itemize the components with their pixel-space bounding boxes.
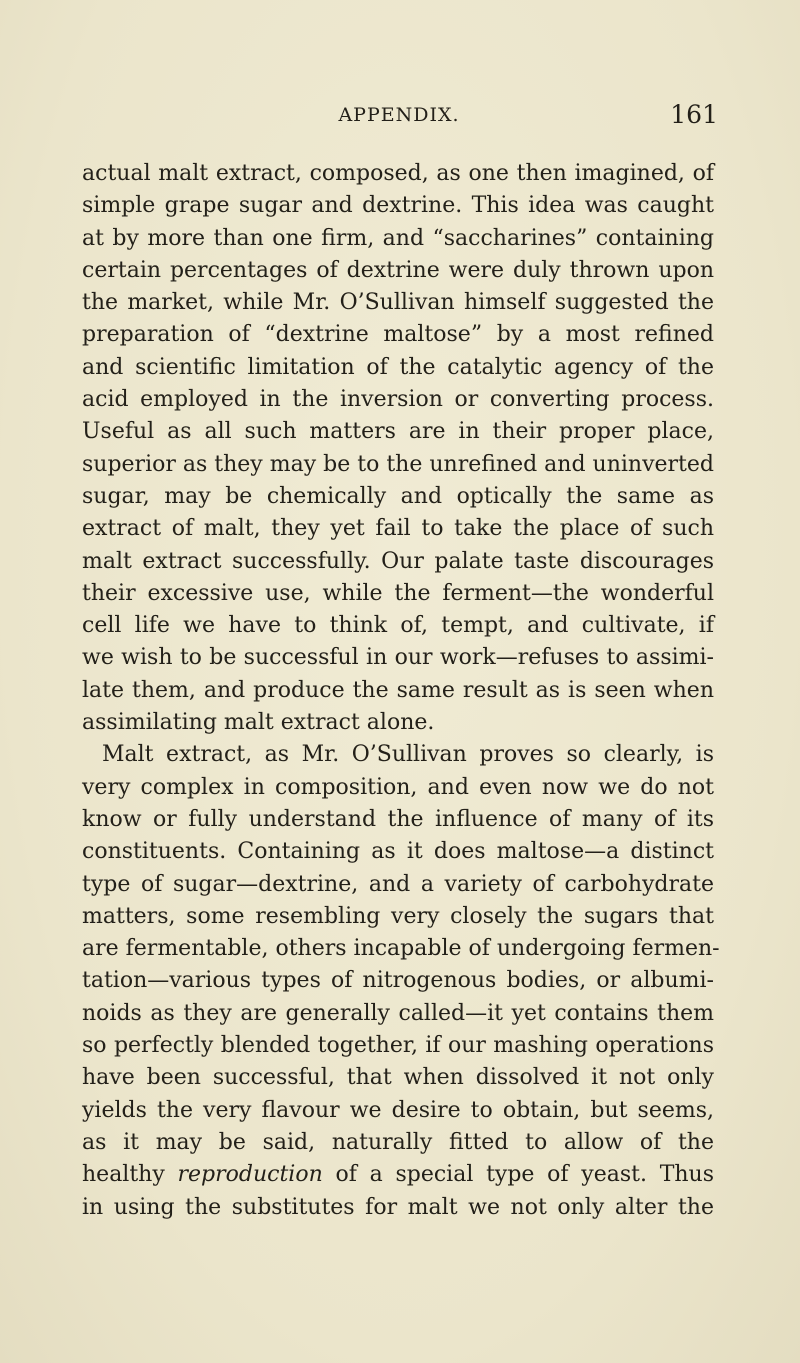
text-line: preparation of “dextrine maltose” by a most refined — [82, 322, 714, 348]
text-line: in using the substitutes for malt we not only alter the — [82, 1194, 714, 1220]
running-head — [80, 100, 718, 130]
text-line: constituents. Containing as it does maltose—a distinct — [82, 839, 714, 865]
text-line: matters, some resembling very closely the sugars that — [82, 903, 714, 929]
text-line: cell life we have to think of, tempt, and cultivate, if — [82, 613, 714, 639]
text-line: actual malt extract, composed, as one then imagined, of — [82, 161, 714, 186]
page-number: 161 — [670, 100, 718, 129]
text-line: superior as they may be to the unrefined and uninverted — [82, 451, 714, 477]
text-line: and scientific limitation of the catalytic agency of the — [82, 354, 714, 380]
text-line: tation—various types of nitrogenous bodies, or albumi- — [82, 968, 714, 994]
text-line: their excessive use, while the ferment—the wonderful — [82, 580, 714, 606]
text-line: assimilating malt extract alone. — [82, 710, 435, 736]
text-line: simple grape sugar and dextrine. This idea was caught — [82, 193, 714, 219]
running-title: APPENDIX. — [338, 104, 460, 126]
text-line: have been successful, that when dissolved it not only — [82, 1065, 714, 1091]
text-line: the market, while Mr. O’Sullivan himself suggested the — [82, 290, 714, 316]
text-line: very complex in composition, and even now we do not — [82, 774, 714, 800]
text-line: we wish to be successful in our work—refuses to assimi- — [82, 645, 714, 671]
text-line: healthy reproduction of a special type of yeast. Thus — [82, 1162, 715, 1188]
text-line: as it may be said, naturally fitted to allow of the — [82, 1129, 714, 1155]
text-line: malt extract successfully. Our palate taste discourages — [82, 548, 714, 574]
text-line: type of sugar—dextrine, and a variety of carbohydrate — [82, 871, 714, 897]
emphasis: reproduction — [177, 1162, 323, 1188]
text-line: yields the very flavour we desire to obtain, but seems, — [82, 1097, 714, 1123]
text-line: Malt extract, as Mr. O’Sullivan proves so clearly, is — [102, 742, 714, 768]
text-line: extract of malt, they yet fail to take the place of such — [82, 516, 714, 542]
text-line: acid employed in the inversion or converting process. — [82, 387, 714, 413]
text-line: Useful as all such matters are in their proper place, — [82, 419, 714, 445]
text-line: know or fully understand the influence of many of its — [82, 806, 714, 832]
text-line: certain percentages of dextrine were duly thrown upon — [82, 257, 714, 283]
text-line: at by more than one firm, and “saccharines” containing — [82, 225, 714, 251]
text-line: are fermentable, others incapable of undergoing fermen- — [82, 936, 720, 962]
body-text — [82, 158, 720, 1224]
text-line: sugar, may be chemically and optically the same as — [82, 483, 714, 509]
text-line: late them, and produce the same result as is seen when — [82, 677, 714, 703]
text-line: noids as they are generally called—it yet contains them — [82, 1000, 714, 1026]
text-line: so perfectly blended together, if our mashing operations — [82, 1033, 714, 1059]
